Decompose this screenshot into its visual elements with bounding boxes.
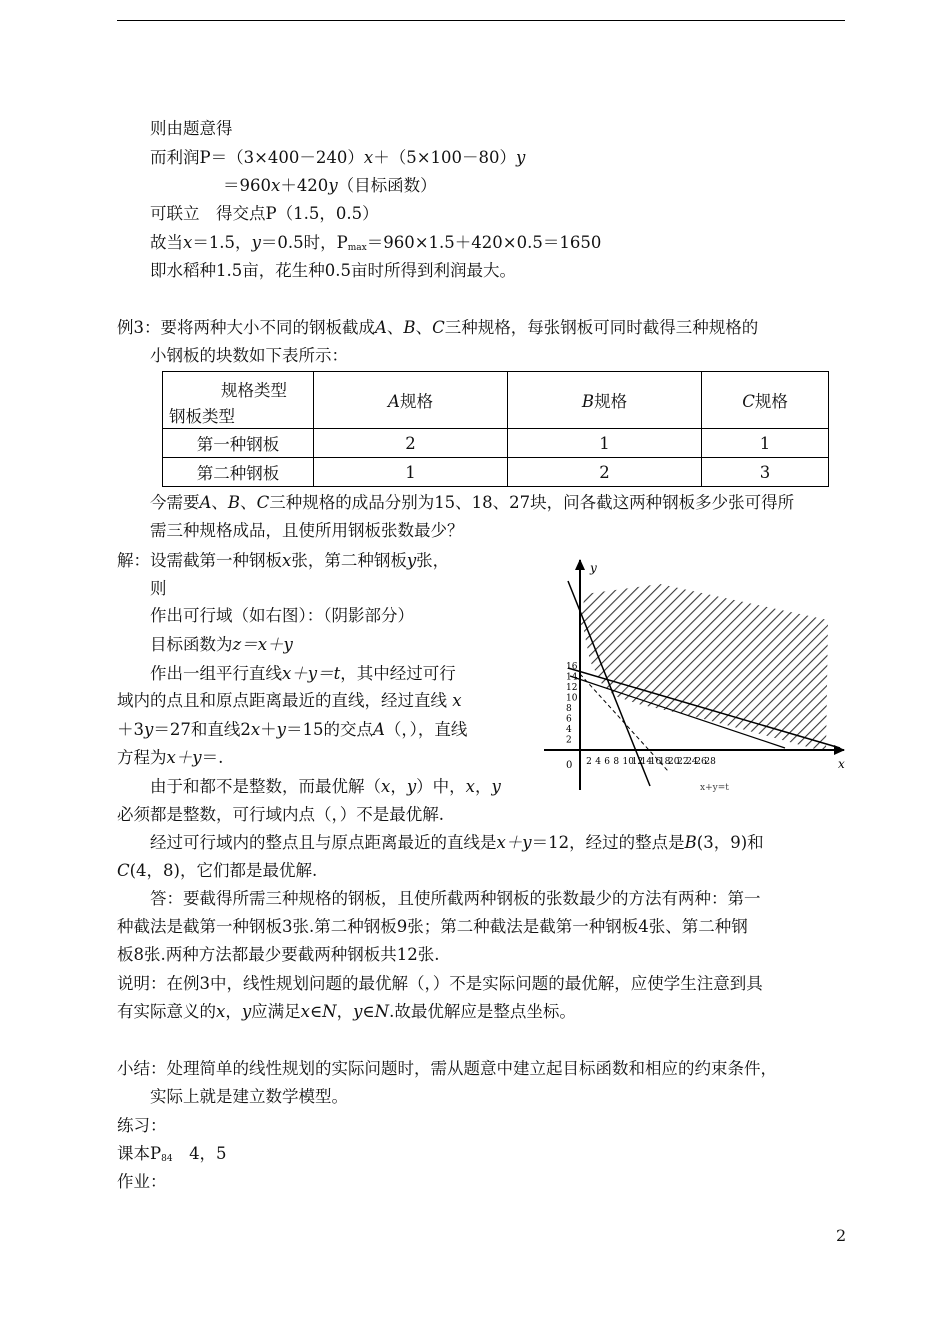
x-tick-label: 22 (677, 757, 689, 767)
y-tick-label: 16 (566, 662, 578, 672)
col-header-c: C规格 (702, 372, 829, 429)
table-cell: 2 (508, 458, 702, 487)
x-tick-labels (586, 757, 716, 767)
y-axis-label: y (590, 561, 597, 575)
y-tick-label: 2 (566, 735, 572, 746)
table-cell: 1 (508, 429, 702, 458)
text-line: 则 (150, 579, 167, 598)
x-tick-label: 12 (631, 757, 644, 767)
note-line: 有实际意义的x，y应满足x∈N，y∈N.故最优解应是整点坐标。 (117, 1002, 576, 1021)
text-line: 即水稻种1.5亩，花生种0.5亩时所得到利润最大。 (150, 261, 516, 280)
example-3-title: 例3：要将两种大小不同的钢板截成A、B、C三种规格，每张钢板可同时截得三种规格的 (117, 318, 759, 337)
homework-heading: 作业： (117, 1172, 167, 1191)
text-line: 域内的点且和原点距离最近的直线，经过直线 x (117, 691, 462, 710)
header-rule (117, 20, 845, 21)
table-header-row (163, 372, 829, 429)
corner-top-label: 规格类型 (221, 381, 287, 400)
page-number: 2 (836, 1226, 847, 1245)
x-tick-label: 2 (586, 757, 592, 767)
row-label: 第二种钢板 (163, 458, 314, 487)
x-tick-label: 14 (640, 757, 653, 767)
summary-line: 小结：处理简单的线性规划的实际问题时，需从题意中建立起目标函数和相应的约束条件， (117, 1059, 777, 1078)
text-line: 作出可行域（如右图）：（阴影部分） (150, 606, 414, 625)
y-tick-label: 14 (566, 672, 578, 683)
practice-heading: 练习： (117, 1116, 167, 1135)
y-tick-label: 12 (566, 683, 578, 693)
text-line: 目标函数为z＝x＋y (150, 635, 293, 654)
y-tick-labels (566, 662, 578, 746)
row-label: 第一种钢板 (163, 429, 314, 458)
text-line: 必须都是整数，可行域内点（，）不是最优解. (117, 805, 444, 824)
text-line: 而利润P＝（3×400－240）x＋（5×100－80）y (150, 148, 526, 167)
table-row (163, 458, 829, 487)
text-line: 方程为x＋y＝. (117, 748, 224, 767)
text-line: 经过可行域内的整点且与原点距离最近的直线是x＋y＝12，经过的整点是B(3，9)和 (150, 833, 764, 852)
x-tick-label: 18 (658, 757, 671, 767)
y-tick-label: 4 (566, 725, 572, 735)
text-line: 今需要A、B、C三种规格的成品分别为15、18、27块，问各截这两种钢板多少张可得所 (150, 493, 795, 512)
shaded-feasible-region (580, 584, 828, 752)
table-cell: 1 (314, 458, 508, 487)
x-tick-label: 6 (604, 757, 611, 767)
x-tick-label: 4 (595, 757, 601, 767)
table-cell: 1 (702, 429, 829, 458)
x-tick-label: 20 (668, 757, 680, 767)
text-line: 由于和都不是整数，而最优解（x，y）中，x，y (150, 777, 501, 796)
summary-line: 实际上就是建立数学模型。 (150, 1087, 348, 1106)
col-header-a: A规格 (314, 372, 508, 429)
note-line: 说明：在例3中，线性规划问题的最优解（，）不是实际问题的最优解，应使学生注意到具 (117, 974, 763, 993)
x-tick-label: 8 (613, 757, 620, 767)
answer-line: 种截法是截第一种钢板3张.第二种钢板9张；第二种截法是截第一种钢板4张、第二种钢 (117, 917, 748, 936)
x-tick-label: 28 (704, 757, 716, 767)
y-arrow (575, 559, 585, 570)
table-row (163, 429, 829, 458)
feasible-region-graph (540, 556, 848, 794)
solution-line: 解：设需截第一种钢板x张，第二种钢板y张， (117, 551, 450, 570)
y-tick-label: 8 (566, 704, 572, 714)
origin-label: 0 (566, 760, 573, 771)
text-line: 小钢板的块数如下表所示： (150, 346, 348, 365)
answer-line: 答：要截得所需三种规格的钢板，且使所截两种钢板的张数最少的方法有两种：第一 (150, 889, 761, 908)
text-line: 则由题意得 (150, 119, 233, 138)
table-corner-cell (163, 372, 314, 429)
textbook-ref: 课本$P_{84}$ 4，5 (117, 1144, 227, 1164)
x-tick-label: 24 (686, 757, 698, 767)
x-tick-label: 26 (695, 757, 707, 767)
x-axis-label: x (838, 757, 845, 771)
y-tick-label: 10 (566, 693, 578, 704)
graph-caption: x+y=t (700, 783, 729, 793)
x-tick-label: 10 (622, 757, 634, 767)
corner-bottom-label: 钢板类型 (169, 407, 235, 426)
text-line: ＋3y＝27和直线2x＋y＝15的交点A（，），直线 (117, 720, 468, 739)
text-line: ＝960x＋420y（目标函数） (223, 176, 437, 195)
table-cell: 2 (314, 429, 508, 458)
y-tick-label: 6 (566, 714, 572, 725)
text-line: C(4，8)，它们都是最优解. (117, 861, 318, 880)
text-line: 故当x＝1.5，y＝0.5时，$P_{max}=960\times 1.5+420\times 0.5=1650$ (150, 233, 602, 253)
text-line: 需三种规格成品，且使所用钢板张数最少？ (150, 521, 464, 540)
answer-line: 板8张.两种方法都最少要截两种钢板共12张. (117, 945, 440, 964)
x-tick-label: 16 (649, 757, 662, 767)
text-line: 可联立 得交点P（1.5，0.5） (150, 204, 379, 223)
table-cell: 3 (702, 458, 829, 487)
spec-table (162, 371, 829, 487)
col-header-b: B规格 (508, 372, 702, 429)
graph-svg (540, 556, 848, 794)
text-line: 作出一组平行直线x＋y＝t，其中经过可行 (150, 664, 456, 683)
